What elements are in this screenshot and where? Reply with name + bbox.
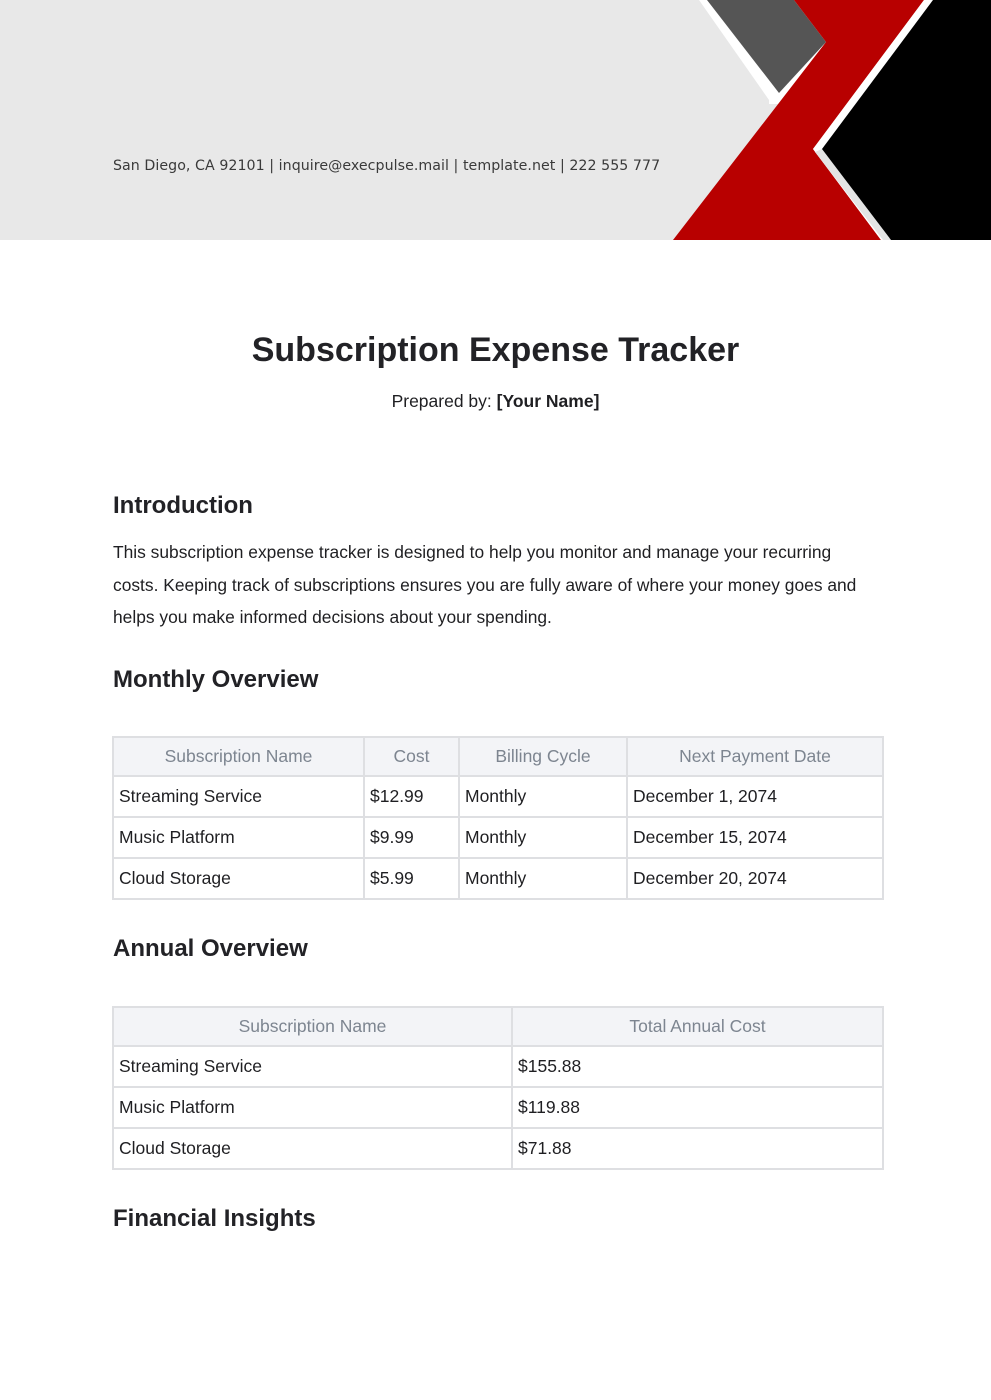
table-row	[113, 1128, 883, 1169]
monthly-overview-table	[112, 736, 884, 900]
table-cell: Monthly	[459, 776, 627, 817]
page-header	[0, 0, 991, 240]
table-cell: December 20, 2074	[627, 858, 883, 899]
table-cell: Streaming Service	[113, 1046, 512, 1087]
introduction-heading: Introduction	[113, 492, 253, 519]
table-cell: Music Platform	[113, 1087, 512, 1128]
column-header: Next Payment Date	[627, 737, 883, 776]
table-row	[113, 817, 883, 858]
table-row	[113, 776, 883, 817]
table-cell: $12.99	[364, 776, 459, 817]
table-cell: Cloud Storage	[113, 858, 364, 899]
table-cell: $5.99	[364, 858, 459, 899]
column-header: Subscription Name	[113, 1007, 512, 1046]
table-cell: December 1, 2074	[627, 776, 883, 817]
table-cell: Cloud Storage	[113, 1128, 512, 1169]
monthly-overview-heading: Monthly Overview	[113, 666, 319, 693]
table-header-row	[113, 737, 883, 776]
table-cell: Music Platform	[113, 817, 364, 858]
column-header: Billing Cycle	[459, 737, 627, 776]
table-row	[113, 1046, 883, 1087]
prepared-by-name: [Your Name]	[496, 391, 600, 411]
annual-overview-table	[112, 1006, 884, 1170]
introduction-text: This subscription expense tracker is designed to help you monitor and manage your recurring costs. Keeping track of subscriptions ensures you are fully aware of where your money goes and helps you make informed decisions about your spending.	[113, 542, 857, 627]
header-decoration-graphic	[0, 0, 991, 240]
prepared-by	[0, 391, 991, 412]
table-cell: $119.88	[512, 1087, 883, 1128]
table-cell: Monthly	[459, 817, 627, 858]
table-cell: Monthly	[459, 858, 627, 899]
table-cell: $9.99	[364, 817, 459, 858]
column-header: Total Annual Cost	[512, 1007, 883, 1046]
table-header-row	[113, 1007, 883, 1046]
prepared-by-label: Prepared by:	[391, 391, 492, 411]
financial-insights-heading: Financial Insights	[113, 1205, 316, 1232]
table-cell: Streaming Service	[113, 776, 364, 817]
table-cell: $155.88	[512, 1046, 883, 1087]
table-row	[113, 1087, 883, 1128]
table-cell: $71.88	[512, 1128, 883, 1169]
annual-overview-heading: Annual Overview	[113, 935, 308, 962]
table-row	[113, 858, 883, 899]
column-header: Subscription Name	[113, 737, 364, 776]
contact-info: San Diego, CA 92101 | inquire@execpulse.mail | template.net | 222 555 777	[113, 158, 661, 174]
document-title: Subscription Expense Tracker	[251, 331, 740, 369]
table-cell: December 15, 2074	[627, 817, 883, 858]
column-header: Cost	[364, 737, 459, 776]
